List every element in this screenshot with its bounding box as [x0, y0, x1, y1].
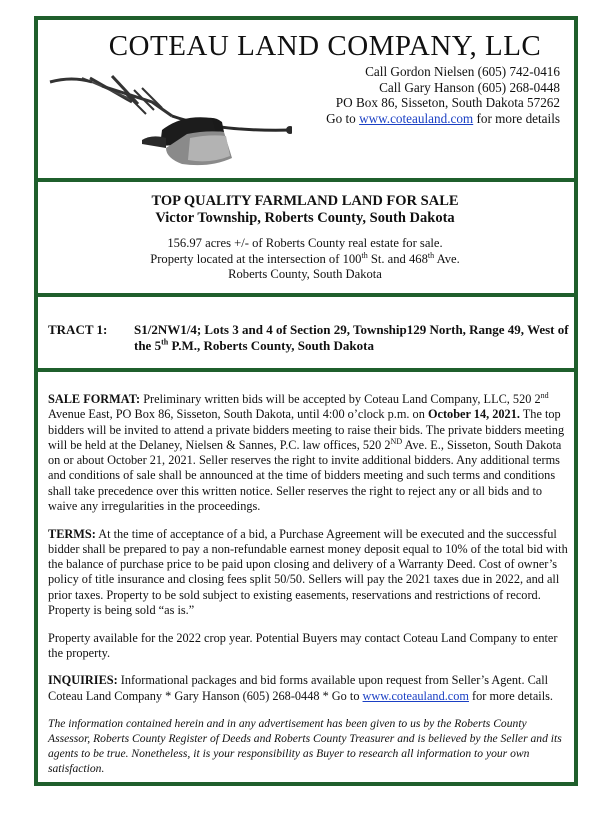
website-prefix: Go to [326, 110, 360, 126]
sale-format-paragraph [48, 392, 570, 514]
intersection-text-a: Property located at the intersection of 100 [150, 251, 362, 266]
sale-format-text-d: Ave. E., Sisseton, South Dakota on or about October 21, 2021. Seller reserves the right to invite additional bidders. Any additional terms and conditions of sale shall be announced at the time of bidders meeting and such terms and conditions shall take precedence over this written notice. Seller reserves the right to reject any or all bids and to waive any irregularities in the proceedings. [48, 437, 562, 514]
disclaimer-paragraph: The information contained herein and in any advertisement has been given to us by the Roberts County Assessor, Roberts County Register of Deeds and Roberts County Treasurer and is believed by the Seller and its agents to be true. Nonetheless, it is your responsibility as Buyer to research all information to your own satisfaction. [48, 717, 562, 776]
sale-format-sup-1: nd [540, 390, 549, 400]
website-link[interactable]: www.coteauland.com [359, 110, 474, 126]
listing-location: Victor Township, Roberts County, South Dakota [155, 210, 455, 226]
listing-details [40, 236, 570, 283]
contact-line-address: PO Box 86, Sisseton, South Dakota 57262 [335, 95, 560, 110]
sale-format-deadline: October 14, 2021. [427, 407, 520, 422]
intersection-sup-2: th [427, 250, 435, 260]
tract-desc-sup: th [161, 337, 169, 347]
divider-header [34, 178, 578, 182]
contact-line-gordon: Call Gordon Nielsen (605) 742-0416 [365, 64, 560, 79]
sale-format-text-c: The top bidders will be invited to attend a private bidders meeting to raise their bids. The private bidders meeting will be held at the Delaney, Nielsen & Sannes, P.C. law offices, 520 2 [48, 407, 565, 452]
inquiries-text: Informational packages and bid forms available upon request from Seller’s Agent. Call Coteau Land Company * Gary Hanson (605) 268-0448 * Go to [48, 673, 549, 703]
terms-heading: TERMS: [48, 526, 96, 541]
sale-format-text-b: Avenue East, PO Box 86, Sisseton, South Dakota, until 4:00 o’clock p.m. on [48, 407, 428, 422]
listing-headline-block [40, 193, 570, 227]
inquiries-website-link[interactable]: www.coteauland.com [362, 688, 469, 703]
sale-format-sup-2: ND [390, 436, 403, 446]
contact-block [300, 64, 560, 126]
tract-desc-b: P.M., Roberts County, South Dakota [168, 338, 374, 353]
tract-description [134, 322, 574, 354]
contact-line-website [300, 111, 560, 127]
availability-paragraph: Property available for the 2022 crop year. Potential Buyers may contact Coteau Land Company to enter the property. [48, 630, 558, 660]
divider-listing [34, 293, 578, 297]
intersection-text-b: St. and 468 [367, 251, 428, 266]
terms-body [48, 392, 570, 788]
company-title: COTEAU LAND COMPANY, LLC [108, 30, 542, 62]
listing-intersection [40, 252, 570, 268]
tract-desc-a: S1/2NW1/4; Lots 3 and 4 of Section 29, Township129 North, Range 49, West of the 5 [134, 322, 569, 353]
contact-line-gary: Call Gary Hanson (605) 268-0448 [379, 79, 560, 95]
sale-format-heading: SALE FORMAT: [48, 392, 141, 406]
inquiries-suffix: for more details. [468, 688, 553, 703]
terms-text: At the time of acceptance of a bid, a Purchase Agreement will be executed and the successful bidder shall be prepared to pay a non-refundable earnest money deposit equal to 10% of the total bid with the balance of purchase price to be paid upon closing and delivery of a Warranty Deed. Cost of owner’s policy of title insurance and closing fees split 50/50. Sellers will pay the 2021 taxes due in 2022, and all prior taxes. Property to be sold subject to existing easements, reservations and restrictions of record. Property is being sold “as is.” [48, 526, 568, 618]
inquiries-paragraph [48, 673, 570, 704]
intersection-text-c: Ave. [434, 251, 460, 266]
listing-acreage: 156.97 acres +/- of Roberts County real estate for sale. [167, 236, 443, 250]
website-suffix: for more details [473, 110, 560, 126]
intersection-sup-1: th [361, 250, 368, 260]
inquiries-heading: INQUIRIES: [48, 673, 118, 688]
listing-county: Roberts County, South Dakota [228, 267, 382, 281]
plow-illustration [42, 72, 292, 172]
listing-headline: TOP QUALITY FARMLAND LAND FOR SALE [151, 193, 459, 209]
divider-tract [34, 368, 578, 372]
sale-format-text-a: Preliminary written bids will be accepted by Coteau Land Company, LLC, 520 2 [140, 392, 541, 406]
terms-paragraph [48, 527, 570, 619]
tract-label: TRACT 1: [48, 322, 108, 337]
